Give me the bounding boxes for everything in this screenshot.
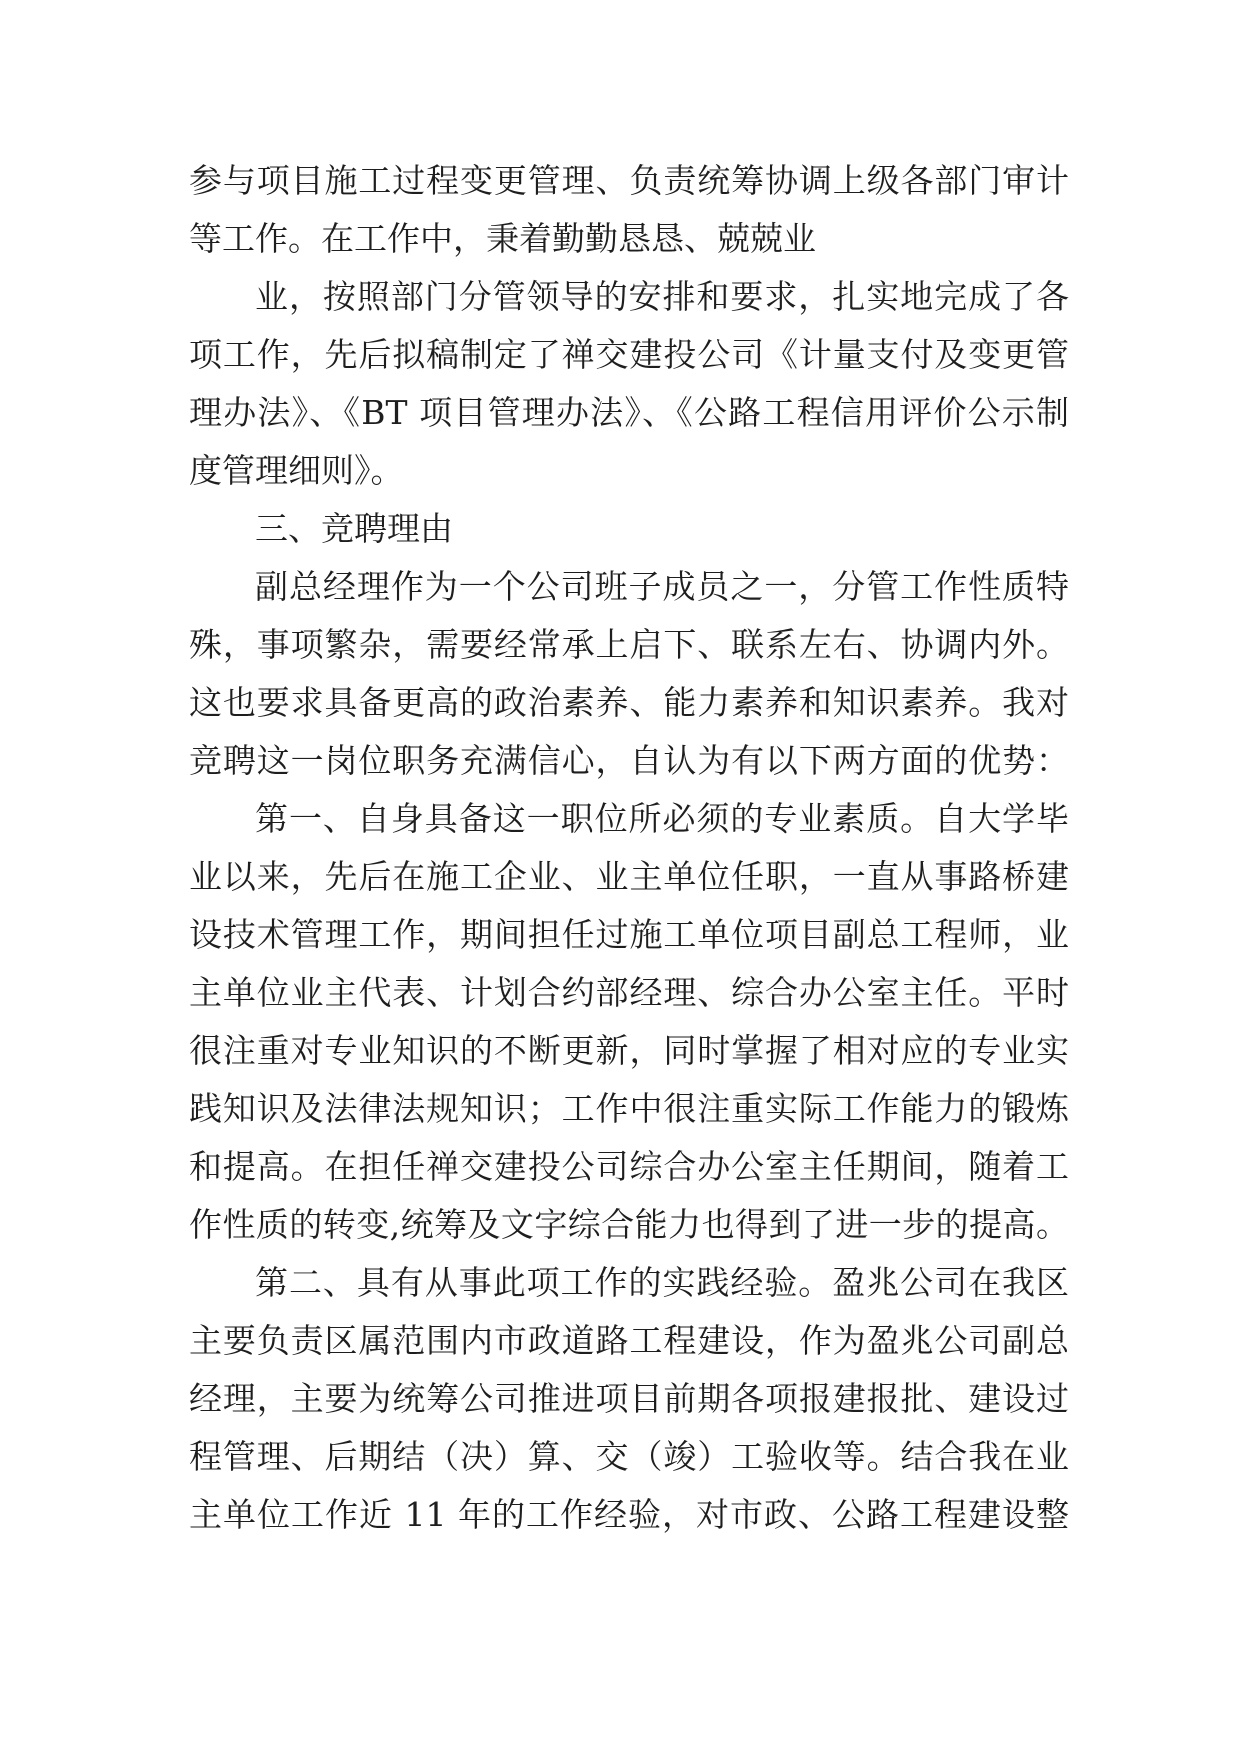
text-line: 主单位业主代表、计划合约部经理、综合办公室主任。平时: [189, 973, 1069, 1012]
text-line: 竞聘这一岗位职务充满信心，自认为有以下两方面的优势：: [189, 741, 1069, 780]
text-line: 主单位工作近 11 年的工作经验，对市政、公路工程建设整: [189, 1495, 1069, 1534]
text-line: 等工作。在工作中，秉着勤勤恳恳、兢兢业: [189, 219, 816, 258]
text-line: 设技术管理工作，期间担任过施工单位项目副总工程师，业: [189, 915, 1069, 954]
text-line: 副总经理作为一个公司班子成员之一，分管工作性质特: [255, 567, 1069, 606]
text-line: 参与项目施工过程变更管理、负责统筹协调上级各部门审计: [189, 161, 1069, 200]
text-line: 项工作，先后拟稿制定了禅交建投公司《计量支付及变更管: [189, 335, 1069, 374]
text-line: 殊，事项繁杂，需要经常承上启下、联系左右、协调内外。: [189, 625, 1069, 664]
document-body: [189, 152, 1069, 1544]
text-line: 业以来，先后在施工企业、业主单位任职，一直从事路桥建: [189, 857, 1069, 896]
text-line: 经理，主要为统筹公司推进项目前期各项报建报批、建设过: [189, 1379, 1069, 1418]
text-line: 作性质的转变,统筹及文字综合能力也得到了进一步的提高。: [189, 1205, 1069, 1244]
text-line: 程管理、后期结（决）算、交（竣）工验收等。结合我在业: [189, 1437, 1069, 1476]
text-line: 这也要求具备更高的政治素养、能力素养和知识素养。我对: [189, 683, 1069, 722]
section-heading: 三、竞聘理由: [255, 509, 453, 548]
text-line: 度管理细则》。: [189, 451, 404, 490]
text-line: 和提高。在担任禅交建投公司综合办公室主任期间，随着工: [189, 1147, 1069, 1186]
text-line: 业，按照部门分管领导的安排和要求，扎实地完成了各: [255, 277, 1069, 316]
text-line: 很注重对专业知识的不断更新，同时掌握了相对应的专业实: [189, 1031, 1069, 1070]
text-line: 践知识及法律法规知识；工作中很注重实际工作能力的锻炼: [189, 1089, 1069, 1128]
text-line: 第一、自身具备这一职位所必须的专业素质。自大学毕: [255, 799, 1069, 838]
text-line: 第二、具有从事此项工作的实践经验。盈兆公司在我区: [255, 1263, 1069, 1302]
text-line: 理办法》、《BT 项目管理办法》、《公路工程信用评价公示制: [189, 393, 1069, 432]
text-line: 主要负责区属范围内市政道路工程建设，作为盈兆公司副总: [189, 1321, 1069, 1360]
